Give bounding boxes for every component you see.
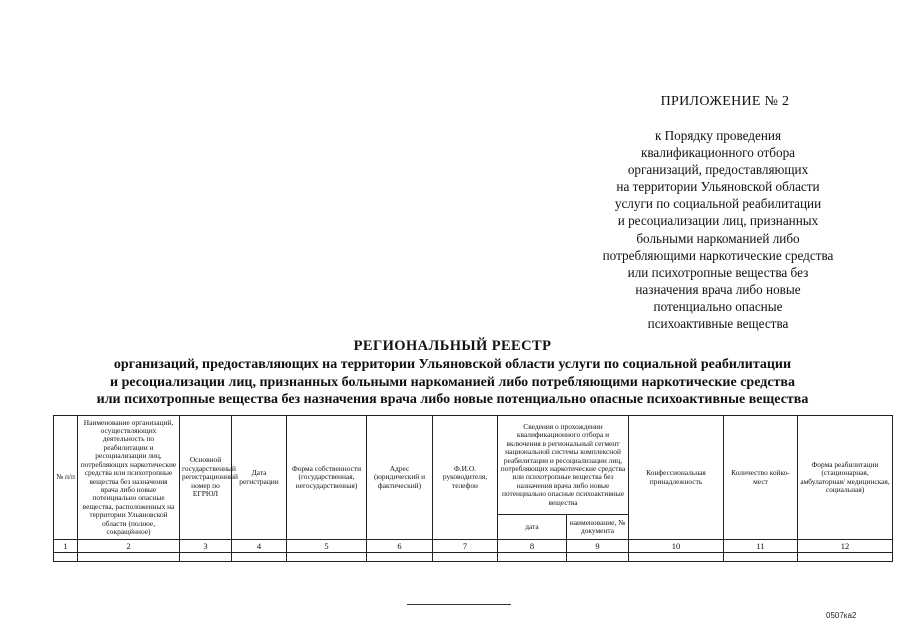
table-cell: [232, 553, 287, 562]
header-selection-date: дата: [498, 515, 567, 540]
column-number: 3: [180, 540, 232, 553]
table-row: [54, 553, 893, 562]
registry-subtitle-line: организаций, предоставляющих на территории Ульяновской области услуги по социальной реабилитации: [113, 357, 792, 372]
bottom-divider: [407, 604, 511, 605]
column-number: 4: [232, 540, 287, 553]
table-cell: [629, 553, 724, 562]
table-cell: [367, 553, 433, 562]
header-organization-name: Наименование организаций, осуществляющих деятельность по реабилитации и ресоциализации лиц, потребляющих наркотические средства или психотропные вещества без назначения врача либо новые потенциально опасные вещества, расположенных на территории Ульяновской области (полное, сокращённое): [78, 416, 180, 540]
header-address: Адрес (юридический и фактический): [367, 416, 433, 540]
column-number: 5: [287, 540, 367, 553]
table-cell: [798, 553, 893, 562]
header-ownership-form: Форма собственности (государственная, негосударственная): [287, 416, 367, 540]
table-cell: [287, 553, 367, 562]
column-number: 7: [433, 540, 498, 553]
table-cell: [78, 553, 180, 562]
column-number: 8: [498, 540, 567, 553]
appendix-line: организаций, предоставляющих: [627, 162, 809, 178]
table-cell: [567, 553, 629, 562]
registry-subtitle: [30, 356, 875, 409]
table-cell: [433, 553, 498, 562]
column-number: 2: [78, 540, 180, 553]
column-number: 1: [54, 540, 78, 553]
document-code: 0507ка2: [826, 611, 857, 620]
registry-table: [53, 415, 893, 562]
header-head-contact: Ф.И.О. руководителя, телефон: [433, 416, 498, 540]
column-number: 12: [798, 540, 893, 553]
appendix-line: и ресоциализации лиц, признанных: [617, 213, 819, 229]
appendix-line: назначения врача либо новые: [635, 281, 801, 297]
header-ogrn: Основной государственный регистрационный номер по ЕГРЮЛ: [180, 416, 232, 540]
appendix-line: квалификационного отбора: [640, 145, 796, 161]
table-cell: [498, 553, 567, 562]
appendix-line: или психотропные вещества без: [627, 264, 809, 280]
appendix-line: психоактивные вещества: [647, 316, 789, 332]
registry-subtitle-line: и ресоциализации лиц, признанных больными наркоманией либо потребляющими наркотические средства: [110, 374, 795, 390]
header-num: № п/п: [54, 416, 78, 540]
appendix-line: потенциально опасные: [653, 298, 783, 314]
registry-title: РЕГИОНАЛЬНЫЙ РЕЕСТР: [353, 338, 552, 354]
appendix-line: потребляющими наркотические средства: [602, 247, 834, 263]
table-cell: [724, 553, 798, 562]
header-beds: Количество койко-мест: [724, 416, 798, 540]
header-selection-info: Сведения о прохождении квалификационного отбора и включения в региональный сегмент национальной системы комплексной реабилитации и ресоциализации лиц, потребляющих наркотические средства или психотропные вещества без назначения врача либо новые потенциально опасные психоактивные вещества: [498, 416, 629, 515]
registry-subtitle-line: или психотропные вещества без назначения врача либо новые потенциально опасные психоактивные вещества: [96, 392, 809, 407]
appendix-line: услуги по социальной реабилитации: [614, 196, 822, 212]
table-cell: [180, 553, 232, 562]
column-number: 6: [367, 540, 433, 553]
column-number: 10: [629, 540, 724, 553]
header-rehab-form: Форма реабилитации (стационарная, амбулаторная/ медицинская, социальная): [798, 416, 893, 540]
header-registration-date: Дата регистрации: [232, 416, 287, 540]
header-selection-document: наименование, № документа: [567, 515, 629, 540]
header-confession: Конфессиональная принадлежность: [629, 416, 724, 540]
appendix-line: к Порядку проведения: [654, 128, 782, 143]
table-cell: [54, 553, 78, 562]
appendix-title: ПРИЛОЖЕНИЕ № 2: [660, 94, 790, 109]
appendix-line: больными наркоманией либо: [636, 230, 800, 246]
appendix-line: на территории Ульяновской области: [616, 179, 820, 195]
appendix-description: [588, 127, 848, 332]
table-header-row: [54, 416, 893, 515]
column-number: 9: [567, 540, 629, 553]
column-number-row: [54, 540, 893, 553]
column-number: 11: [724, 540, 798, 553]
